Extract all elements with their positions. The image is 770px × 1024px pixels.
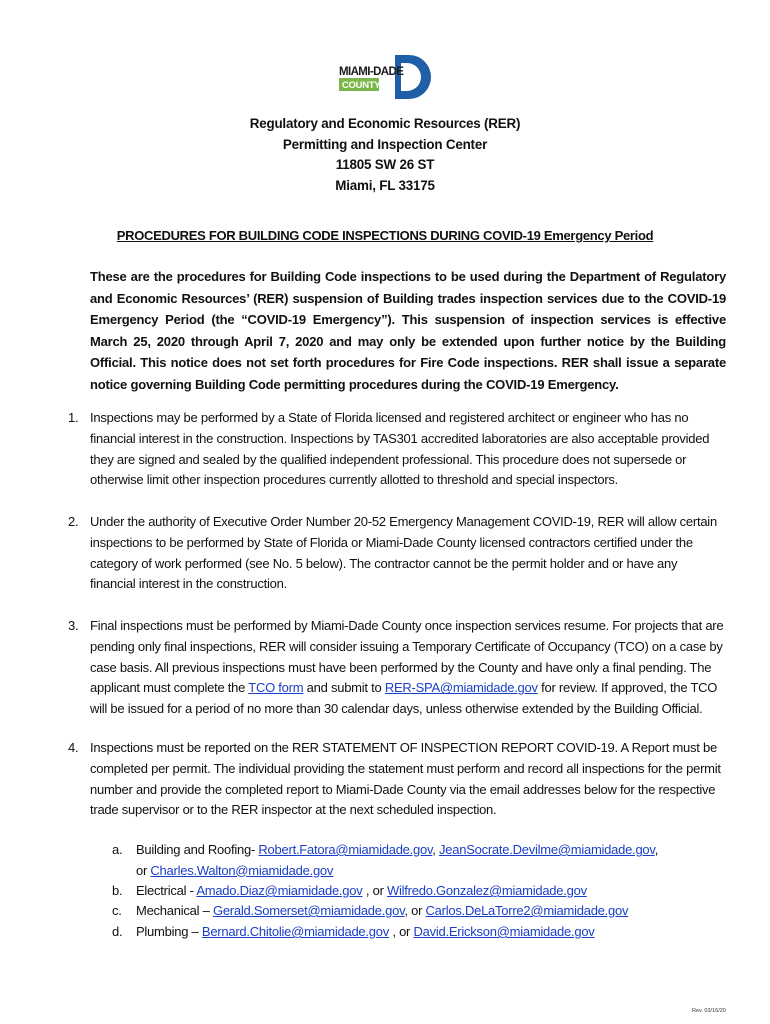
- item-text: Under the authority of Executive Order Number 20-52 Emergency Management COVID-19, RER will allow certain inspections to be performed by State of Florida or Miami-Dade County licensed contractors certified under the category of work performed (see No. 5 below). The contractor cannot be the permit holder and or have any financial interest in the construction.: [90, 514, 717, 592]
- item-text-part-2: and submit to: [303, 680, 385, 696]
- item-number: 3.: [68, 618, 79, 633]
- city-state-zip: Miami, FL 33175: [335, 177, 435, 193]
- item-number: 1.: [68, 410, 79, 425]
- agency-name: Regulatory and Economic Resources (RER): [249, 116, 521, 131]
- agency-header: [0, 114, 770, 196]
- email-link-devilme[interactable]: JeanSocrate.Devilme@miamidade.gov: [439, 842, 655, 857]
- contact-label: Building and Roofing-: [136, 842, 259, 857]
- item-text-part-1: Final inspections must be performed by Miami-Dade County once inspection services resume. For projects that are pending only final inspections, RER will consider issuing a Temporary Certificate of Occupancy (TCO) on a case by case basis. All previous inspections must have been performed by the County and have only a final pending. The applicant must complete the: [90, 618, 724, 696]
- item-text-part-3: for review. If approved, the TCO will be issued for a period of no more than 30 calendar days, unless otherwise extended by the Building Official.: [90, 680, 718, 717]
- contact-letter: d.: [112, 924, 123, 939]
- email-link-somerset[interactable]: Gerald.Somerset@miamidade.gov: [212, 903, 405, 918]
- contact-mechanical: [112, 901, 716, 922]
- email-link-walton[interactable]: Charles.Walton@miamidade.gov: [150, 862, 334, 878]
- email-link-chitolie[interactable]: Bernard.Chitolie@miamidade.gov: [201, 924, 389, 939]
- email-link-delatorre[interactable]: Carlos.DeLaTorre2@miamidade.gov: [425, 903, 629, 918]
- contact-letter: b.: [112, 883, 123, 898]
- contact-label: Electrical -: [136, 883, 197, 898]
- contact-electrical: [112, 881, 716, 902]
- revision-date: Rev. 03/16/20: [692, 1008, 726, 1014]
- center-name: Permitting and Inspection Center: [282, 136, 488, 152]
- procedure-item-4: [68, 738, 726, 821]
- document-title: PROCEDURES FOR BUILDING CODE INSPECTIONS DURING COVID-19 Emergency Period: [116, 228, 654, 243]
- item-text: Inspections must be reported on the RER STATEMENT OF INSPECTION REPORT COVID-19. A Report must be completed per permit. The individual providing the statement must perform and record all inspections for the permit number and provide the completed report to Miami-Dade County via the email addresses below for the respective trade supervisor or to the RER inspector at the next scheduled inspection.: [90, 740, 721, 818]
- email-link-fatora[interactable]: Robert.Fatora@miamidade.gov: [258, 842, 433, 857]
- tco-form-link[interactable]: TCO form: [248, 680, 304, 696]
- item-number: 4.: [68, 740, 79, 755]
- contact-label: Mechanical –: [136, 903, 213, 918]
- separator: or: [136, 862, 151, 878]
- procedure-item-3: [68, 616, 726, 720]
- separator: ,: [432, 842, 439, 857]
- procedure-item-1: [68, 408, 726, 491]
- separator: , or: [404, 903, 426, 918]
- separator: , or: [362, 883, 388, 898]
- rer-spa-email-link[interactable]: RER-SPA@miamidade.gov: [384, 680, 538, 696]
- separator: , or: [388, 924, 414, 939]
- contact-building-roofing: [112, 840, 716, 881]
- contact-plumbing: [112, 922, 716, 943]
- contact-letter: c.: [112, 903, 122, 918]
- separator: ,: [654, 842, 659, 857]
- intro-paragraph: These are the procedures for Building Code inspections to be used during the Department of Regulatory and Economic Resources’ (RER) suspension of Building trades inspection services due to the COVID-19 Emergency Period (the “COVID-19 Emergency”). This suspension of inspection services is effective March 25, 2020 through April 7, 2020 and may only be extended upon further notice by the Building Official. This notice does not set forth procedures for Fire Code inspections. RER shall issue a separate notice governing Building Code permitting procedures during the COVID-19 Emergency.: [90, 269, 726, 392]
- item-text: Inspections may be performed by a State of Florida licensed and registered architect or engineer who has no financial interest in the construction. Inspections by TAS301 accredited laboratories are also acceptable provided they are signed and sealed by the qualified independent professional. This procedure does not supersede or otherwise limit other inspection procedures currently allotted to threshold and special inspectors.: [90, 410, 710, 488]
- street-address: 11805 SW 26 ST: [335, 157, 435, 172]
- email-link-gonzalez[interactable]: Wilfredo.Gonzalez@miamidade.gov: [387, 883, 587, 898]
- contact-label: Plumbing –: [136, 924, 202, 939]
- logo-text-county: COUNTY: [342, 80, 381, 91]
- email-link-erickson[interactable]: David.Erickson@miamidade.gov: [413, 924, 595, 939]
- logo-text-miami-dade: MIAMI-DADE: [339, 66, 404, 78]
- miami-dade-county-logo: [337, 53, 435, 100]
- item-number: 2.: [68, 514, 79, 529]
- email-link-diaz[interactable]: Amado.Diaz@miamidade.gov: [196, 883, 363, 898]
- contact-letter: a.: [112, 842, 123, 857]
- procedure-item-2: [68, 512, 726, 595]
